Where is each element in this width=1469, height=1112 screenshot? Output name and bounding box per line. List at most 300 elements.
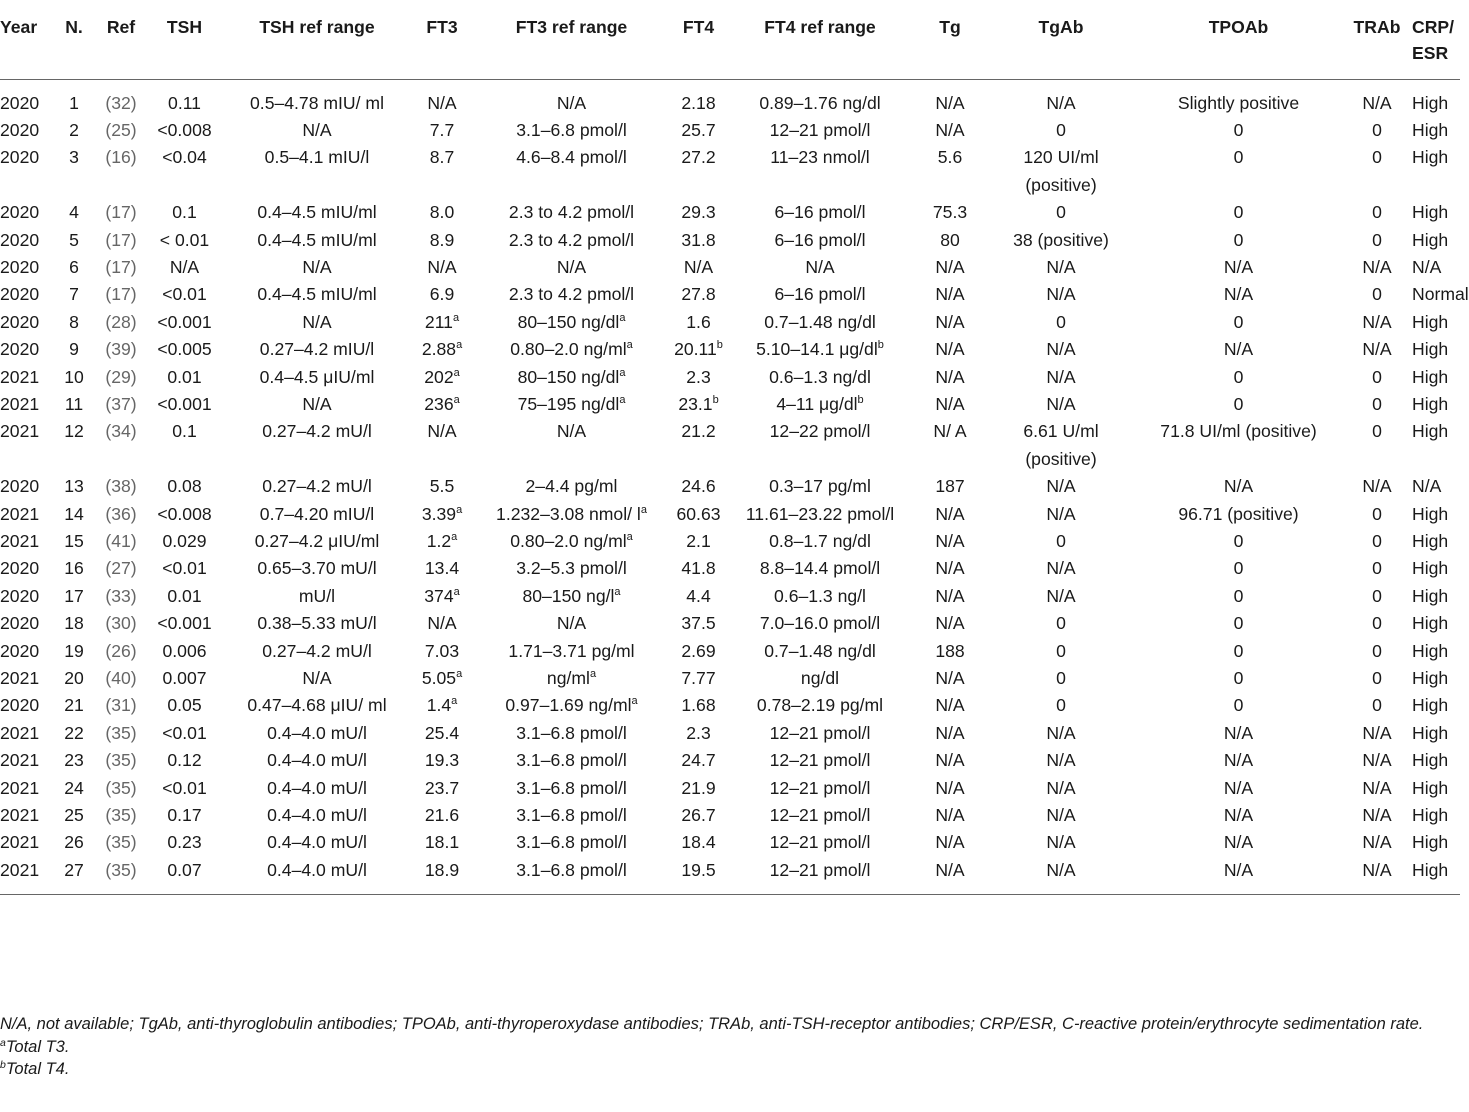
cell-value: 1.71–3.71 pg/ml — [508, 640, 635, 661]
cell-ref — [96, 144, 146, 199]
cell-value: 23.7 — [424, 777, 460, 798]
cell-value: N/A — [1362, 805, 1392, 826]
table-row — [0, 692, 1460, 719]
cell-value: N/A — [1046, 256, 1076, 277]
cell-tpoab — [1135, 775, 1342, 802]
cell-ft3 — [411, 775, 473, 802]
cell-value: 0 — [1233, 585, 1244, 606]
cell-ft3-ref-range — [473, 857, 670, 895]
cell-tsh-ref-range — [223, 309, 411, 336]
cell-value: 211 — [424, 311, 453, 332]
table-row — [0, 528, 1460, 555]
cell-value: 75.3 — [932, 202, 968, 223]
cell-value: 6–16 pmol/l — [774, 284, 866, 305]
cell-value: 0 — [1056, 531, 1066, 551]
cell-ft4-ref-range — [727, 528, 913, 555]
cell-value: 0.4–4.0 mU/l — [267, 859, 367, 880]
cell-value: N/A — [427, 92, 457, 113]
cell-number — [52, 199, 96, 226]
cell-value: 0 — [1233, 202, 1244, 223]
cell-value: N/A — [1362, 859, 1392, 880]
cell-value: 4 — [69, 202, 79, 223]
cell-value: 0 — [1372, 613, 1382, 634]
cell-ref — [96, 775, 146, 802]
cell-value: 2020 — [0, 585, 40, 606]
cell-ref — [96, 473, 146, 500]
cell-number — [52, 391, 96, 418]
cell-ft3-ref-range — [473, 638, 670, 665]
cell-value: 2020 — [0, 695, 40, 716]
cell-value: N/A — [427, 613, 457, 634]
header-crp-esr: CRP/ ESR — [1412, 0, 1460, 79]
cell-value: (40) — [105, 668, 137, 689]
cell-tgab — [987, 528, 1135, 555]
cell-tgab — [987, 281, 1135, 308]
cell-value: 0.27–4.2 mU/l — [262, 476, 372, 497]
cell-value: 0.007 — [162, 668, 207, 689]
cell-tsh-ref-range — [223, 528, 411, 555]
cell-tsh — [146, 199, 223, 226]
cell-ft3 — [411, 309, 473, 336]
cell-value: 5 — [69, 229, 79, 250]
cell-ft3-ref-range — [473, 802, 670, 829]
cell-value: 0.07 — [167, 859, 202, 880]
cell-value: High — [1412, 92, 1449, 113]
cell-tsh-ref-range — [223, 117, 411, 144]
cell-value: 5.05 — [421, 668, 457, 689]
footnote-b-text: Total T4. — [5, 1060, 70, 1078]
cell-value: 3.39 — [421, 503, 457, 524]
cell-value: 27.8 — [681, 284, 716, 305]
cell-ft3-ref-range — [473, 199, 670, 226]
cell-value: N/A — [1362, 476, 1392, 497]
cell-value: N/A — [935, 668, 965, 689]
cell-tsh-ref-range — [223, 857, 411, 895]
cell-tsh-ref-range — [223, 720, 411, 747]
cell-value: (39) — [105, 339, 137, 360]
cell-value: N/A — [556, 613, 587, 634]
cell-value: N/A — [935, 558, 965, 579]
cell-ref — [96, 583, 146, 610]
cell-trab — [1342, 144, 1412, 199]
cell-value: 0.12 — [167, 750, 202, 771]
cell-ft3 — [411, 501, 473, 528]
cell-value: N/A — [302, 393, 332, 414]
cell-value: 2021 — [0, 750, 40, 771]
cell-value: 1.232–3.08 nmol/ l — [496, 503, 641, 524]
cell-ft3 — [411, 254, 473, 281]
cell-trab — [1342, 857, 1412, 895]
footnote-marker: a — [626, 339, 633, 352]
cell-ft4 — [670, 473, 727, 500]
cell-tgab — [987, 364, 1135, 391]
cell-tsh — [146, 638, 223, 665]
cell-value: N/A — [1223, 339, 1254, 360]
cell-value: 0 — [1233, 695, 1244, 716]
cell-ft4 — [670, 665, 727, 692]
cell-ft3-ref-range — [473, 418, 670, 473]
cell-value: 2.1 — [686, 531, 711, 551]
cell-number — [52, 79, 96, 117]
cell-value: N/A — [1223, 805, 1254, 826]
cell-tsh-ref-range — [223, 829, 411, 856]
cell-value: (38) — [105, 476, 137, 497]
cell-value: 2020 — [0, 613, 40, 634]
cell-value: 31.8 — [681, 229, 716, 250]
cell-value: 27 — [64, 859, 84, 880]
cell-value: 2 — [69, 119, 79, 140]
cell-value: N/A — [1046, 777, 1076, 798]
cell-tsh — [146, 309, 223, 336]
cell-value: 7.03 — [424, 640, 460, 661]
cell-ft4-ref-range — [727, 555, 913, 582]
cell-value: N/A — [1046, 476, 1076, 497]
cell-tsh — [146, 747, 223, 774]
cell-value: 2.69 — [681, 640, 716, 661]
cell-tg — [913, 528, 987, 555]
cell-value: 0.4–4.0 mU/l — [267, 832, 367, 853]
footnote-marker: a — [453, 366, 460, 379]
cell-crp-esr — [1412, 473, 1460, 500]
cell-value: 2021 — [0, 722, 40, 743]
table-row — [0, 857, 1460, 895]
cell-tpoab — [1135, 747, 1342, 774]
cell-ft4 — [670, 391, 727, 418]
cell-number — [52, 364, 96, 391]
cell-tg — [913, 473, 987, 500]
cell-value: <0.001 — [157, 393, 212, 414]
cell-ft3-ref-range — [473, 692, 670, 719]
cell-value: N/A — [1223, 777, 1254, 798]
cell-value: High — [1412, 311, 1449, 332]
cell-value: 0.23 — [167, 832, 202, 853]
cell-ft3 — [411, 528, 473, 555]
cell-value: (35) — [105, 777, 137, 798]
cell-value: 2021 — [0, 531, 40, 551]
cell-ref — [96, 720, 146, 747]
cell-value: High — [1412, 558, 1449, 579]
cell-tpoab — [1135, 364, 1342, 391]
cell-value: 0.27–4.2 μIU/ml — [254, 531, 380, 551]
header-ref: Ref — [96, 0, 146, 79]
cell-ft3 — [411, 829, 473, 856]
cell-tgab — [987, 254, 1135, 281]
cell-value: N/A — [935, 859, 965, 880]
cell-crp-esr — [1412, 227, 1460, 254]
cell-tg — [913, 117, 987, 144]
cell-ft3-ref-range — [473, 79, 670, 117]
cell-tsh-ref-range — [223, 747, 411, 774]
cell-tpoab — [1135, 528, 1342, 555]
cell-ft4 — [670, 418, 727, 473]
footnote-b — [0, 1058, 1458, 1081]
cell-value: 22 — [64, 722, 84, 743]
cell-value: N/A — [1412, 256, 1442, 277]
cell-value: 0.6–1.3 ng/dl — [769, 366, 871, 387]
cell-value: 0.5–4.1 mIU/l — [264, 147, 370, 168]
cell-tpoab — [1135, 610, 1342, 637]
cell-year — [0, 692, 52, 719]
cell-crp-esr — [1412, 775, 1460, 802]
cell-value: 9 — [69, 339, 79, 360]
cell-value: 0.029 — [162, 531, 207, 551]
cell-ft3 — [411, 720, 473, 747]
cell-ft3-ref-range — [473, 117, 670, 144]
cell-value: 38 (positive) — [1013, 229, 1109, 250]
table-footnotes — [0, 1013, 1458, 1081]
cell-tpoab — [1135, 638, 1342, 665]
cell-value: 0 — [1233, 668, 1244, 689]
cell-value: 27.2 — [681, 147, 716, 168]
cell-tpoab — [1135, 692, 1342, 719]
cell-crp-esr — [1412, 199, 1460, 226]
cell-value: 0.27–4.2 mIU/l — [259, 339, 375, 360]
header-tsh-ref-range: TSH ref range — [223, 0, 411, 79]
cell-tsh-ref-range — [223, 802, 411, 829]
cell-ft3 — [411, 227, 473, 254]
table-row — [0, 281, 1460, 308]
table-row — [0, 473, 1460, 500]
cell-value: 0.08 — [167, 476, 202, 497]
cell-value: 2021 — [0, 805, 40, 826]
cell-ref — [96, 254, 146, 281]
cell-value: 0 — [1233, 531, 1244, 551]
cell-tsh-ref-range — [223, 583, 411, 610]
cell-ft4 — [670, 364, 727, 391]
cell-ft4-ref-range — [727, 692, 913, 719]
cell-tgab — [987, 829, 1135, 856]
cell-value: 0.11 — [168, 92, 201, 113]
cell-ft4-ref-range — [727, 638, 913, 665]
cell-value: 2021 — [0, 668, 40, 689]
cell-value: 7.7 — [429, 119, 455, 140]
cell-ft3 — [411, 747, 473, 774]
cell-value: 12–21 pmol/l — [769, 722, 871, 743]
cell-trab — [1342, 336, 1412, 363]
cell-tsh — [146, 528, 223, 555]
cell-tsh-ref-range — [223, 336, 411, 363]
cell-crp-esr — [1412, 336, 1460, 363]
cell-value: N/A — [935, 284, 965, 305]
cell-tsh — [146, 418, 223, 473]
cell-value: 2021 — [0, 777, 40, 798]
table-body — [0, 79, 1469, 895]
cell-value: N/A — [935, 832, 965, 853]
cell-tgab — [987, 501, 1135, 528]
cell-value: 0 — [1372, 119, 1382, 140]
cell-number — [52, 747, 96, 774]
table-row — [0, 638, 1460, 665]
cell-value: High — [1412, 147, 1449, 168]
cell-value: 1 — [69, 92, 79, 113]
table-row — [0, 254, 1460, 281]
cell-tpoab — [1135, 720, 1342, 747]
cell-tsh-ref-range — [223, 473, 411, 500]
cell-value: <0.01 — [162, 284, 207, 305]
cell-value: N/A — [935, 750, 965, 771]
cell-value: 21.2 — [681, 421, 716, 442]
cell-value: 2020 — [0, 311, 40, 332]
cell-value: N/A — [1046, 366, 1076, 387]
cell-ref — [96, 610, 146, 637]
cell-value: 8.9 — [429, 229, 455, 250]
cell-value: High — [1412, 832, 1449, 853]
cell-trab — [1342, 199, 1412, 226]
cell-tgab — [987, 610, 1135, 637]
cell-value: 2020 — [0, 284, 40, 305]
cell-value: 0.38–5.33 mU/l — [257, 613, 377, 634]
cell-ref — [96, 747, 146, 774]
cell-ref — [96, 391, 146, 418]
cell-ft4 — [670, 610, 727, 637]
cell-crp-esr — [1412, 829, 1460, 856]
cell-crp-esr — [1412, 79, 1460, 117]
cell-tg — [913, 281, 987, 308]
cell-year — [0, 79, 52, 117]
cell-ref — [96, 281, 146, 308]
cell-value: 80 — [940, 229, 960, 250]
cell-value: 1.4 — [426, 695, 452, 716]
cell-value: 3.1–6.8 pmol/l — [516, 859, 627, 880]
cell-value: 4.6–8.4 pmol/l — [516, 147, 627, 168]
cell-ft3-ref-range — [473, 610, 670, 637]
cell-crp-esr — [1412, 665, 1460, 692]
cell-value: 41.8 — [681, 558, 716, 579]
cell-value: 0 — [1372, 366, 1382, 387]
cell-ft4 — [670, 528, 727, 555]
cell-value: 3.1–6.8 pmol/l — [516, 722, 627, 743]
cell-ref — [96, 829, 146, 856]
cell-value: (30) — [105, 613, 137, 634]
cell-tsh — [146, 117, 223, 144]
cell-ft3-ref-range — [473, 555, 670, 582]
cell-ft4-ref-range — [727, 610, 913, 637]
cell-crp-esr — [1412, 117, 1460, 144]
cell-value: 0.97–1.69 ng/ml — [505, 695, 632, 716]
table-row — [0, 501, 1460, 528]
cell-value: 188 — [935, 640, 965, 661]
cell-tgab — [987, 117, 1135, 144]
cell-value: N/A — [683, 256, 714, 277]
cell-tsh-ref-range — [223, 391, 411, 418]
footnote-marker: a — [451, 531, 458, 543]
cell-value: N/A — [1046, 393, 1076, 414]
cell-tsh — [146, 720, 223, 747]
cell-ft4-ref-range — [727, 144, 913, 199]
cell-ft3-ref-range — [473, 473, 670, 500]
table-row — [0, 747, 1460, 774]
cell-value: 23.1 — [678, 393, 713, 414]
cell-value: 3.1–6.8 pmol/l — [516, 750, 627, 771]
cell-ft4-ref-range — [727, 802, 913, 829]
cell-tg — [913, 418, 987, 473]
cell-value: 0 — [1233, 366, 1244, 387]
cell-value: 4.4 — [686, 585, 711, 606]
cell-ref — [96, 692, 146, 719]
cell-value: High — [1412, 366, 1449, 387]
cell-value: N/A — [935, 311, 965, 332]
cell-year — [0, 555, 52, 582]
cell-value: <0.001 — [157, 613, 212, 634]
footnote-marker: a — [619, 311, 626, 324]
cell-number — [52, 665, 96, 692]
cell-trab — [1342, 79, 1412, 117]
cell-tsh-ref-range — [223, 501, 411, 528]
cell-tg — [913, 144, 987, 199]
cell-value: 11 — [64, 393, 84, 414]
cell-ft3-ref-range — [473, 775, 670, 802]
cell-value: 2021 — [0, 421, 40, 442]
cell-value: 6 — [69, 256, 79, 277]
header-trab: TRAb — [1342, 0, 1412, 79]
cell-value: 0 — [1233, 311, 1244, 332]
header-tsh: TSH — [146, 0, 223, 79]
cell-ref — [96, 802, 146, 829]
cell-value: 14 — [64, 503, 84, 524]
cell-value: High — [1412, 202, 1449, 223]
cell-value: 18.9 — [424, 859, 460, 880]
cell-ft4 — [670, 227, 727, 254]
cell-value: 202 — [424, 366, 454, 387]
table-row — [0, 199, 1460, 226]
cell-value: N/A — [1362, 722, 1392, 743]
cell-ft3 — [411, 665, 473, 692]
cell-value: 120 UI/ml (positive) — [1023, 147, 1099, 195]
cell-ref — [96, 199, 146, 226]
cell-year — [0, 829, 52, 856]
cell-value: High — [1412, 640, 1449, 661]
cell-value: N/A — [1362, 750, 1392, 771]
header-year: Year — [0, 0, 52, 79]
cell-value: N/A — [935, 393, 965, 414]
cell-tpoab — [1135, 473, 1342, 500]
cell-ref — [96, 336, 146, 363]
cell-value: (17) — [105, 256, 137, 277]
cell-value: 6.9 — [429, 284, 455, 305]
cell-value: 25.4 — [424, 722, 460, 743]
cell-value: N/A — [1046, 832, 1076, 853]
footnote-marker: b — [712, 393, 719, 406]
cell-value: High — [1412, 585, 1449, 606]
cell-value: High — [1412, 668, 1449, 689]
cell-crp-esr — [1412, 364, 1460, 391]
cell-value: High — [1412, 229, 1449, 250]
cell-value: N/A — [1046, 859, 1076, 880]
cell-tg — [913, 610, 987, 637]
cell-ft4-ref-range — [727, 309, 913, 336]
cell-value: N/A — [1046, 92, 1076, 113]
cell-value: N/A — [1046, 558, 1076, 579]
cell-value: 12–21 pmol/l — [769, 805, 871, 826]
cell-value: N/A — [1046, 503, 1076, 524]
cell-ft3 — [411, 144, 473, 199]
cell-crp-esr — [1412, 720, 1460, 747]
cell-ft3-ref-range — [473, 829, 670, 856]
cell-tgab — [987, 692, 1135, 719]
cell-ft3-ref-range — [473, 501, 670, 528]
cell-value: N/A — [302, 119, 332, 140]
cell-value: N/A — [1362, 339, 1392, 360]
cell-number — [52, 473, 96, 500]
cell-value: 29.3 — [681, 202, 716, 223]
table-row — [0, 802, 1460, 829]
cell-value: 12–21 pmol/l — [769, 750, 871, 771]
cell-value: ng/ml — [546, 668, 590, 689]
cell-crp-esr — [1412, 747, 1460, 774]
cell-value: <0.008 — [157, 119, 212, 140]
footnote-marker: a — [631, 695, 638, 708]
cell-tg — [913, 857, 987, 895]
